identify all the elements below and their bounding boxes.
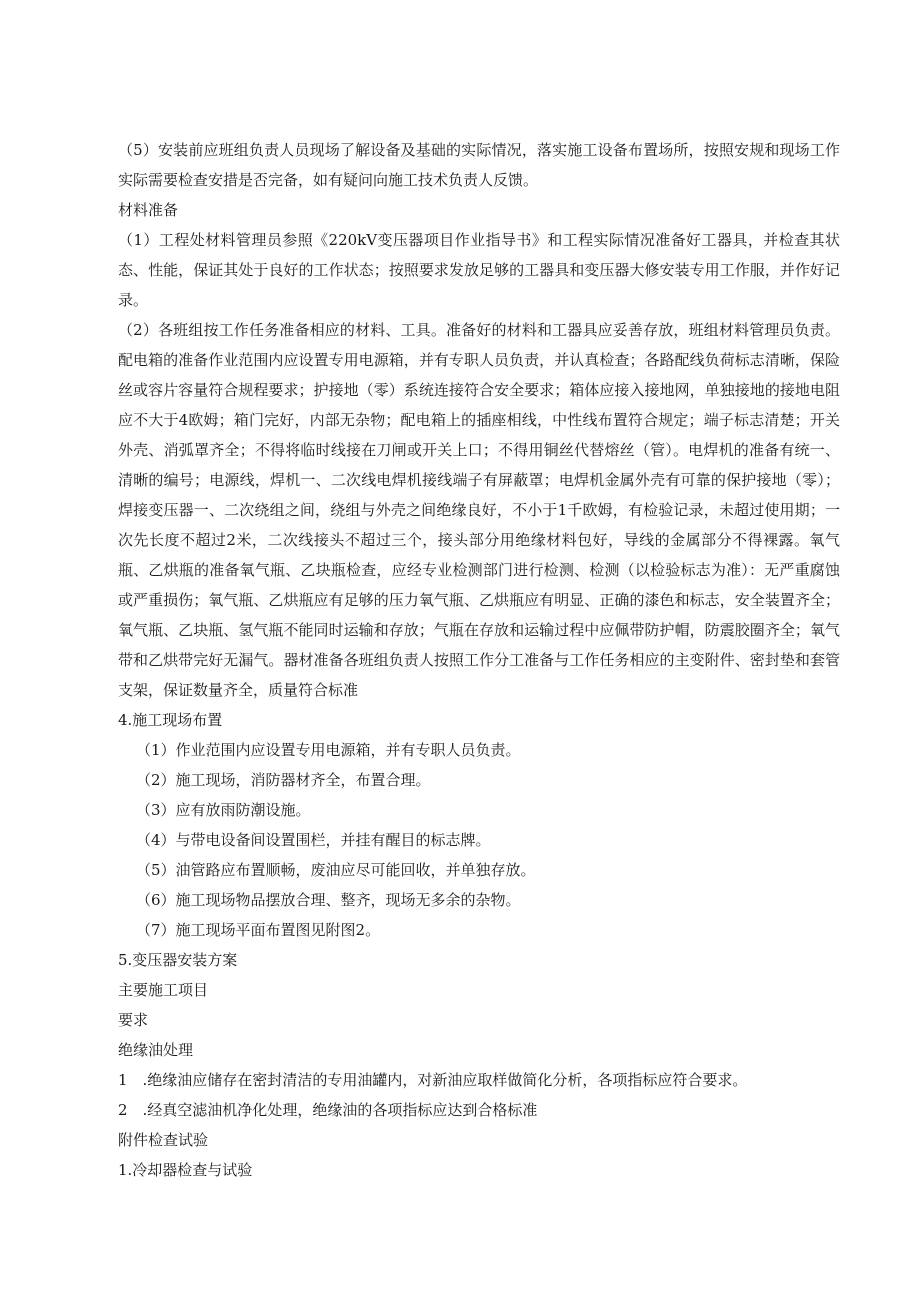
heading-site-layout: 4.施工现场布置 bbox=[118, 711, 223, 729]
site-item-7: （7）施工现场平面布置图见附图2。 bbox=[136, 921, 381, 939]
site-item-4: （4）与带电设备间设置围栏，并挂有醒目的标志牌。 bbox=[136, 831, 491, 849]
heading-accessory-test: 附件检查试验 bbox=[118, 1131, 209, 1149]
site-item-1: （1）作业范围内应设置专用电源箱，并有专职人员负责。 bbox=[136, 741, 521, 759]
site-item-2: （2）施工现场，消防器材齐全，布置合理。 bbox=[136, 771, 431, 789]
oil-item-1: 1 .绝缘油应储存在密封清洁的专用油罐内，对新油应取样做简化分析，各项指标应符合要求。 bbox=[118, 1071, 748, 1089]
heading-material-preparation: 材料准备 bbox=[118, 201, 179, 219]
heading-requirements: 要求 bbox=[118, 1011, 149, 1029]
heading-main-items: 主要施工项目 bbox=[118, 981, 209, 999]
document-page bbox=[118, 135, 840, 1185]
heading-cooler-test: 1.冷却器检查与试验 bbox=[118, 1161, 253, 1179]
paragraph-material-1: （1）工程处材料管理员参照《220kV变压器项目作业指导书》和工程实际情况准备好工器具，并检查其状态、性能，保证其处于良好的工作状态；按照要求发放足够的工器具和变压器大修安装专用工作服，并作好记录。 bbox=[118, 231, 840, 309]
oil-item-2: 2 .经真空滤油机净化处理，绝缘油的各项指标应达到合格标准 bbox=[118, 1101, 538, 1119]
site-item-6: （6）施工现场物品摆放合理、整齐，现场无多余的杂物。 bbox=[136, 891, 521, 909]
site-item-3: （3）应有放雨防潮设施。 bbox=[136, 801, 311, 819]
heading-install-plan: 5.变压器安装方案 bbox=[118, 951, 238, 969]
paragraph-material-2: （2）各班组按工作任务准备相应的材料、工具。准备好的材料和工器具应妥善存放，班组材料管理员负责。配电箱的准备作业范围内应设置专用电源箱，并有专职人员负责，并认真检查；各路配线负荷标志清晰，保险丝或容片容量符合规程要求；护接地（零）系统连接符合安全要求；箱体应接入接地网，单独接地的接地电阻应不大于4欧姆；箱门完好，内部无杂物；配电箱上的插座相线，中性线布置符合规定；端子标志清楚；开关外壳、消弧罩齐全；不得将临时线接在刀闸或开关上口；不得用铜丝代替熔丝（管）。电焊机的准备有统一、清晰的编号；电源线，焊机一、二次线电焊机接线端子有屏蔽罩；电焊机金属外壳有可靠的保护接地（零）；焊接变压器一、二次绕组之间，绕组与外壳之间绝缘良好，不小于1千欧姆，有检验记录，未超过使用期；一次先长度不超过2米，二次线接头不超过三个，接头部分用绝缘材料包好，导线的金属部分不得裸露。氧气瓶、乙烘瓶的准备氧气瓶、乙块瓶检查，应经专业检测部门进行检测、检测（以检验标志为准）：无严重腐蚀或严重损伤；氧气瓶、乙烘瓶应有足够的压力氧气瓶、乙烘瓶应有明显、正确的漆色和标志，安全装置齐全；氧气瓶、乙块瓶、氢气瓶不能同时运输和存放；气瓶在存放和运输过程中应佩带防护帽，防震胶圈齐全；氧气带和乙烘带完好无漏气。器材准备各班组负责人按照工作分工准备与工作任务相应的主变附件、密封垫和套管支架，保证数量齐全，质量符合标准 bbox=[118, 321, 840, 699]
heading-oil-treatment: 绝缘油处理 bbox=[118, 1041, 194, 1059]
paragraph-install-preparation: （5）安装前应班组负责人员现场了解设备及基础的实际情况，落实施工设备布置场所，按照安规和现场工作实际需要检查安措是否完备，如有疑问向施工技术负责人反馈。 bbox=[118, 141, 840, 189]
site-item-5: （5）油管路应布置顺畅，废油应尽可能回收，并单独存放。 bbox=[136, 861, 536, 879]
